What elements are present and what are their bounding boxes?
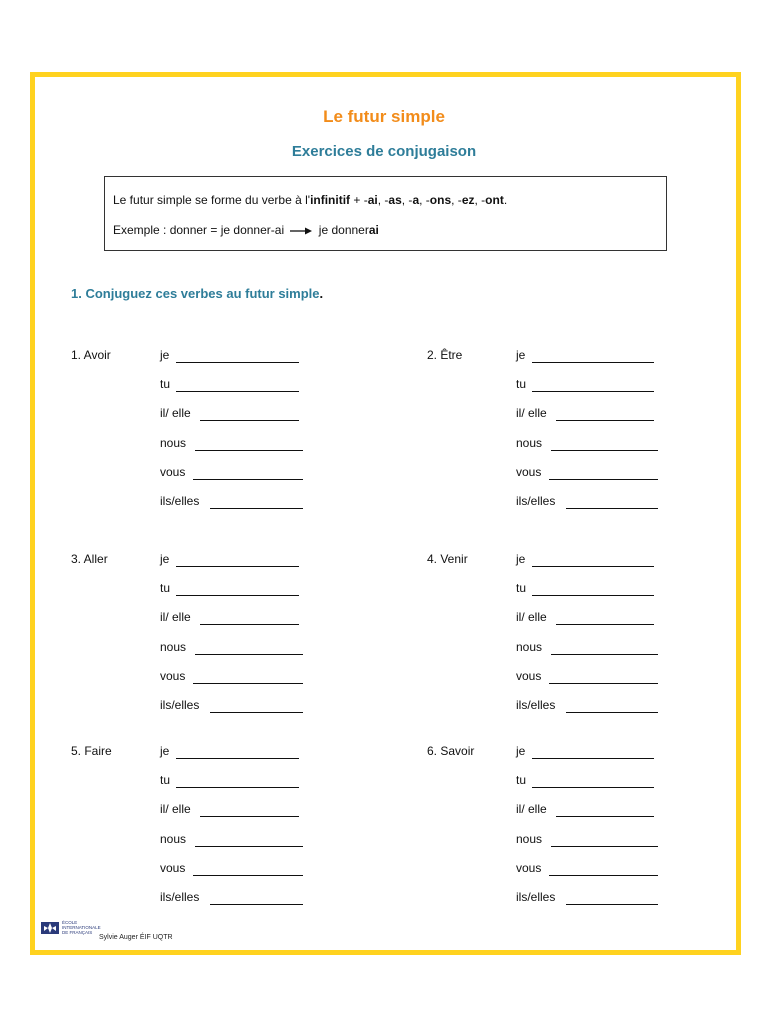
- sep: , -: [377, 193, 389, 207]
- answer-blank[interactable]: [200, 624, 299, 625]
- pronoun-label: nous: [516, 639, 543, 654]
- verb-label: 2. Être: [427, 348, 463, 362]
- answer-blank[interactable]: [551, 654, 658, 655]
- sep: , -: [419, 193, 430, 207]
- answer-blank[interactable]: [200, 420, 299, 421]
- pronoun-label: vous: [160, 464, 186, 479]
- fleur-de-lis-icon: [40, 920, 62, 938]
- pronoun-label: il/ elle: [516, 802, 547, 817]
- answer-blank[interactable]: [556, 624, 654, 625]
- pronoun-label: je: [160, 552, 170, 566]
- arrow-right-icon: [290, 227, 312, 235]
- section-title: [71, 286, 323, 301]
- pronoun-label: tu: [160, 581, 171, 596]
- answer-blank[interactable]: [176, 362, 299, 363]
- rule-prefix: Le futur simple se forme du verbe à l': [113, 193, 311, 207]
- answer-blank[interactable]: [176, 391, 299, 392]
- answer-blank[interactable]: [549, 875, 658, 876]
- answer-blank[interactable]: [532, 595, 654, 596]
- pronoun-label: ils/elles: [516, 494, 556, 508]
- answer-blank[interactable]: [556, 816, 654, 817]
- answer-blank[interactable]: [556, 420, 654, 421]
- pronoun-label: je: [516, 744, 526, 758]
- answer-blank[interactable]: [176, 595, 299, 596]
- ending-ai: ai: [367, 193, 378, 207]
- ending-ons: ons: [429, 193, 452, 207]
- pronoun-label: il/ elle: [160, 406, 191, 421]
- rule-infinitif: infinitif: [310, 193, 351, 207]
- pronoun-label: ils/elles: [160, 890, 200, 904]
- pronoun-label: je: [516, 348, 526, 362]
- pronoun-label: vous: [516, 464, 542, 479]
- rule-box: [104, 176, 667, 251]
- pronoun-label: tu: [160, 773, 171, 788]
- pronoun-label: il/ elle: [516, 610, 547, 625]
- sep: , -: [451, 193, 462, 207]
- pronoun-label: je: [160, 744, 170, 758]
- logo-text: [62, 920, 101, 935]
- pronoun-label: vous: [516, 860, 542, 875]
- answer-blank[interactable]: [193, 875, 303, 876]
- verb-label: 1. Avoir: [71, 348, 111, 362]
- answer-blank[interactable]: [210, 712, 303, 713]
- sep: , -: [474, 193, 486, 207]
- answer-blank[interactable]: [532, 391, 654, 392]
- answer-blank[interactable]: [566, 508, 658, 509]
- example-result: je donner: [318, 223, 369, 237]
- answer-blank[interactable]: [551, 846, 658, 847]
- answer-blank[interactable]: [566, 904, 658, 905]
- answer-blank[interactable]: [551, 450, 658, 451]
- answer-blank[interactable]: [200, 816, 299, 817]
- pronoun-label: ils/elles: [516, 698, 556, 712]
- example-line: [113, 223, 379, 237]
- verb-label: 5. Faire: [71, 744, 112, 758]
- pronoun-label: il/ elle: [160, 610, 191, 625]
- answer-blank[interactable]: [532, 566, 654, 567]
- pronoun-label: tu: [516, 773, 527, 788]
- verb-label: 3. Aller: [71, 552, 108, 566]
- pronoun-label: ils/elles: [516, 890, 556, 904]
- pronoun-label: vous: [516, 668, 542, 683]
- section-title-dot: .: [319, 286, 324, 301]
- pronoun-label: tu: [516, 377, 527, 392]
- pronoun-label: il/ elle: [160, 802, 191, 817]
- pronoun-label: il/ elle: [516, 406, 547, 421]
- ending-ez: ez: [461, 193, 475, 207]
- answer-blank[interactable]: [193, 683, 303, 684]
- answer-blank[interactable]: [193, 479, 303, 480]
- answer-blank[interactable]: [532, 758, 654, 759]
- answer-blank[interactable]: [195, 654, 303, 655]
- example-prefix: Exemple : donner = je donner-ai: [113, 223, 285, 237]
- pronoun-label: je: [516, 552, 526, 566]
- example-ending: ai: [368, 223, 379, 237]
- answer-blank[interactable]: [176, 787, 299, 788]
- logo-line: INTERNATIONALE: [62, 925, 101, 930]
- answer-blank[interactable]: [195, 450, 303, 451]
- pronoun-label: tu: [516, 581, 527, 596]
- answer-blank[interactable]: [176, 758, 299, 759]
- answer-blank[interactable]: [566, 712, 658, 713]
- pronoun-label: ils/elles: [160, 698, 200, 712]
- ending-ont: ont: [485, 193, 504, 207]
- ending-as: as: [388, 193, 402, 207]
- pronoun-label: nous: [160, 435, 187, 450]
- rule-line: [113, 193, 507, 207]
- logo-line: DE FRANÇAIS: [62, 930, 93, 935]
- verb-label: 4. Venir: [427, 552, 468, 566]
- ending-a: a: [412, 193, 420, 207]
- pronoun-label: nous: [160, 639, 187, 654]
- answer-blank[interactable]: [210, 904, 303, 905]
- rule-end: .: [503, 193, 508, 207]
- answer-blank[interactable]: [549, 683, 658, 684]
- page-subtitle: Exercices de conjugaison: [291, 143, 477, 160]
- pronoun-label: nous: [516, 435, 543, 450]
- pronoun-label: tu: [160, 377, 171, 392]
- rule-plus: + -: [350, 193, 368, 207]
- pronoun-label: nous: [516, 831, 543, 846]
- page-title: Le futur simple: [323, 107, 445, 126]
- answer-blank[interactable]: [549, 479, 658, 480]
- answer-blank[interactable]: [532, 362, 654, 363]
- answer-blank[interactable]: [532, 787, 654, 788]
- pronoun-label: je: [160, 348, 170, 362]
- author-credit: Sylvie Auger ÉIF UQTR: [99, 934, 173, 941]
- answer-blank[interactable]: [210, 508, 303, 509]
- pronoun-label: vous: [160, 668, 186, 683]
- logo-line: ÉCOLE: [62, 920, 78, 925]
- pronoun-label: ils/elles: [160, 494, 200, 508]
- section-title-text: 1. Conjuguez ces verbes au futur simple: [71, 286, 320, 301]
- verb-label: 6. Savoir: [427, 744, 475, 758]
- answer-blank[interactable]: [195, 846, 303, 847]
- pronoun-label: nous: [160, 831, 187, 846]
- answer-blank[interactable]: [176, 566, 299, 567]
- sep: , -: [401, 193, 413, 207]
- pronoun-label: vous: [160, 860, 186, 875]
